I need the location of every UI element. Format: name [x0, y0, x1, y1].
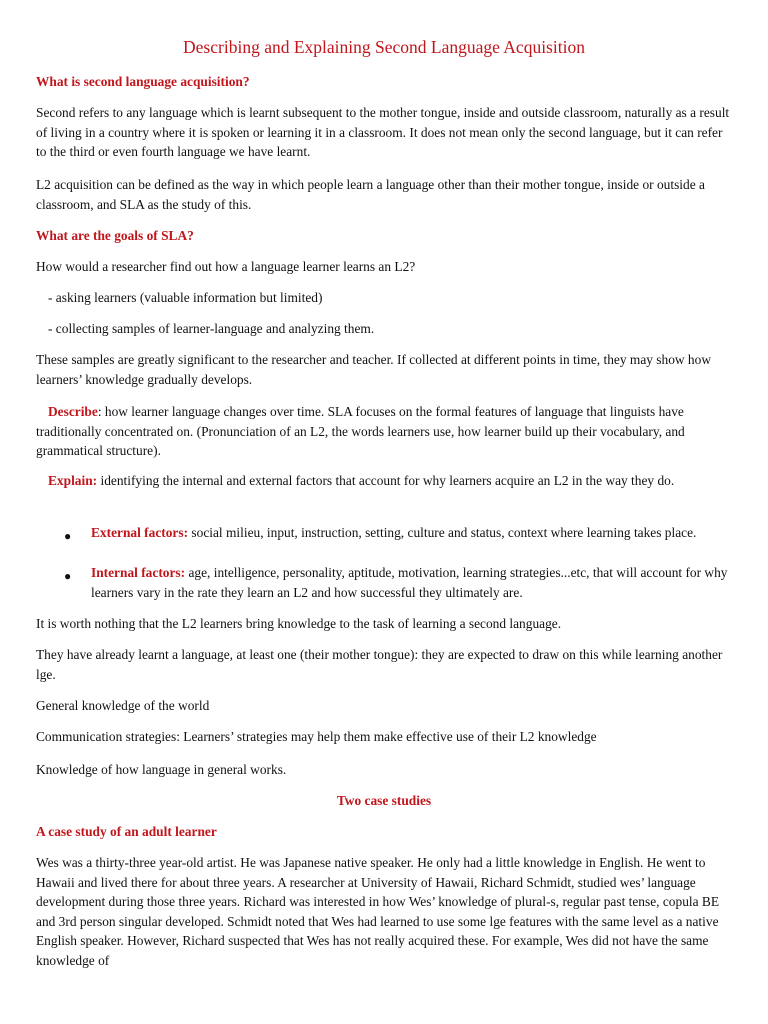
internal-factors-text: [91, 563, 736, 602]
list-item-asking-learners: - asking learners (valuable information but limited): [48, 290, 323, 305]
paragraph-general-knowledge: General knowledge of the world: [36, 698, 210, 713]
paragraph-describe: [36, 402, 736, 461]
external-factors-desc: social milieu, input, instruction, setting, culture and status, context where learning takes place.: [188, 525, 697, 540]
paragraph-communication-strategies: Communication strategies: Learners’ strategies may help them make effective use of their L2 knowledge: [36, 729, 597, 744]
paragraph-researcher-question: How would a researcher find out how a language learner learns an L2?: [36, 259, 416, 274]
bullet-icon: ●: [64, 529, 72, 543]
heading-goals-of-sla: What are the goals of SLA?: [36, 228, 194, 243]
bullet-icon: ●: [64, 569, 72, 583]
list-item-internal-factors: [0, 563, 768, 603]
paragraph-explain: [36, 471, 736, 491]
paragraph-samples: These samples are greatly significant to the researcher and teacher. If collected at different points in time, they may show how learners’ knowledge gradually develops.: [36, 352, 711, 387]
document-title: Describing and Explaining Second Language Acquisition: [183, 37, 585, 57]
external-factors-text: [91, 523, 736, 543]
paragraph-language-knowledge: Knowledge of how language in general works.: [36, 762, 287, 777]
describe-label: Describe: [48, 404, 98, 419]
describe-text: : how learner language changes over time. SLA focuses on the formal features of language that linguists have traditionally concentrated on. (Pronunciation of an L2, the words learners use, how learner build up their vocabulary, and grammatical structure).: [36, 404, 685, 459]
paragraph-wes-case: Wes was a thirty-three year-old artist. He was Japanese native speaker. He only had a little knowledge in English. He went to Hawaii and lived there for about three years. A researcher at University of Hawaii, Richard Schmidt, studied wes’ language development during those three years. Richard was interested in how Wes’ knowledge of plural-s, regular past tense, copula BE and 3rd person singular developed. Schmidt noted that Wes had learned to use some lge features with the same level as a native English speaker. However, Richard suspected that Wes has not really acquired these. For example, Wes did not have the same knowledge of: [36, 855, 720, 968]
paragraph-already-learnt: They have already learnt a language, at least one (their mother tongue): they are expected to draw on this while learning another lge.: [36, 647, 723, 682]
explain-text: identifying the internal and external factors that account for why learners acquire an L2 in the way they do.: [97, 473, 675, 488]
heading-adult-learner-case: A case study of an adult learner: [36, 824, 217, 839]
internal-factors-desc: age, intelligence, personality, aptitude, motivation, learning strategies...etc, that will account for why learners vary in the rate they learn an L2 and how successful they ultimately are.: [91, 565, 728, 600]
internal-factors-label: Internal factors:: [91, 565, 186, 580]
explain-label: Explain:: [48, 473, 98, 488]
paragraph-worth-noting: It is worth nothing that the L2 learners bring knowledge to the task of learning a second language.: [36, 616, 562, 631]
heading-what-is-sla: What is second language acquisition?: [36, 74, 250, 89]
list-item-collecting-samples: - collecting samples of learner-language and analyzing them.: [48, 321, 375, 336]
paragraph-second-refers: Second refers to any language which is learnt subsequent to the mother tongue, inside and outside classroom, naturally as a result of living in a country where it is spoken or learning it in a classroom. It does not mean only the second language, but it can refer to the third or even fourth language we have learnt.: [36, 105, 730, 160]
heading-two-case-studies: Two case studies: [336, 793, 432, 808]
paragraph-l2-acquisition: L2 acquisition can be defined as the way in which people learn a language other than their mother tongue, inside or outside a classroom, and SLA as the study of this.: [36, 177, 705, 212]
external-factors-label: External factors:: [91, 525, 189, 540]
list-item-external-factors: [0, 523, 768, 563]
